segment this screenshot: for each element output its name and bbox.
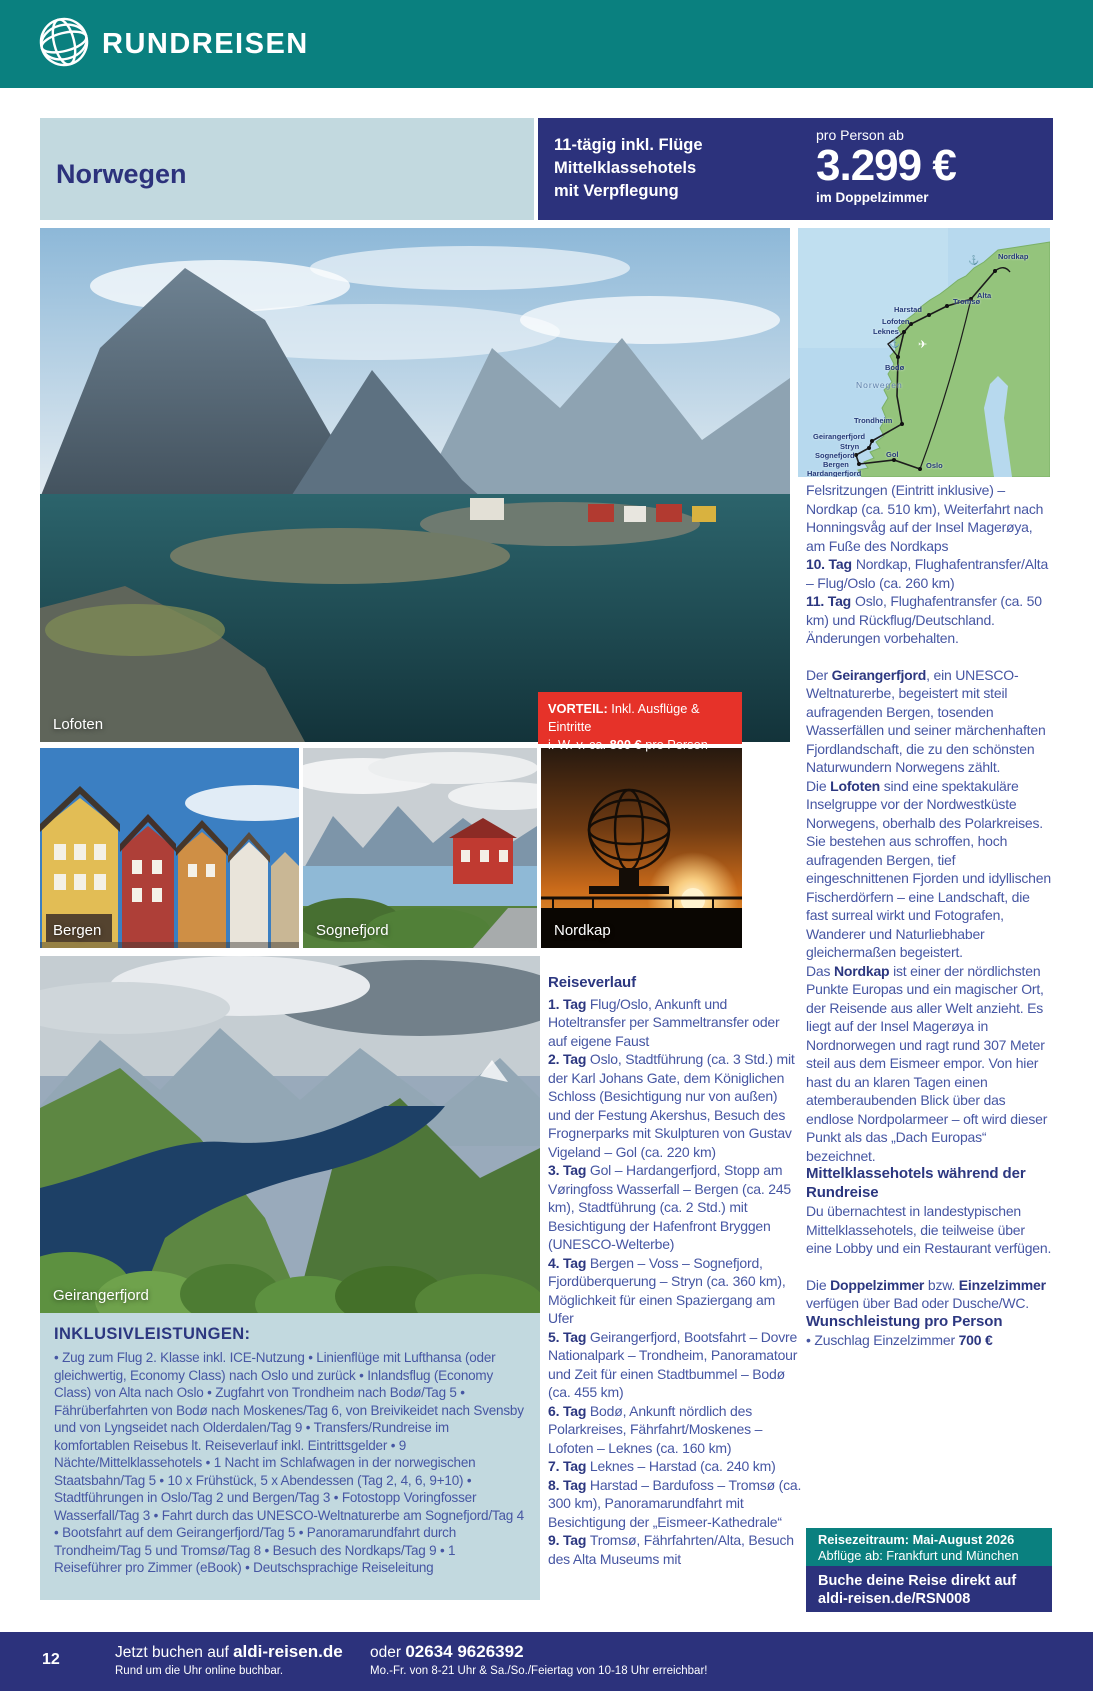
geirangerfjord-art [40, 956, 540, 1313]
brand-bar [0, 0, 1093, 88]
trip-facts [554, 134, 703, 203]
inclusions-box [40, 1313, 540, 1600]
inclusions-heading: INKLUSIVLEISTUNGEN: [54, 1325, 251, 1343]
footer-phone-line: oder 02634 9626392 [370, 1642, 524, 1661]
map-place-label: Bodø [885, 363, 905, 372]
footer-phone [370, 1642, 707, 1677]
page-footer [0, 1632, 1093, 1691]
map-place-label: Hardangerfjord [807, 469, 862, 477]
bergen-art [40, 748, 299, 948]
photo-label-sognefjord: Sognefjord [316, 922, 389, 939]
photo-label-bergen: Bergen [53, 922, 102, 939]
itinerary-day: 4. Tag Bergen – Voss – Sognefjord, Fjordüberquerung – Stryn (ca. 360 km), Möglichkeit für einen Spaziergang am Ufer [548, 1254, 786, 1326]
map-route-dot [918, 467, 922, 471]
globe-icon [38, 16, 90, 73]
nordkap-art [541, 748, 742, 948]
itinerary-day: 9. Tag Tromsø, Fährfahrten/Alta, Besuch des Alta Museums mit [548, 1532, 794, 1567]
lofoten-paragraph: Die Lofoten sind eine spektakuläre Inselgruppe vor der Nordwestküste Norwegens, oberhalb des Polarkreises. Sie bestehen aus schroffen, hoch aufragenden Bergen, tief eingeschnittenen Fjorden und idyllischen Fischerdörfern – eine Landschaft, die fast surreal wirkt und Fotografen, Wanderer und Naturliebhaber gleichermaßen begeistert. [806, 777, 1051, 960]
destination-box [40, 118, 534, 220]
itinerary-continuation [806, 481, 1054, 648]
itinerary-days [548, 995, 802, 1569]
itinerary-day: 8. Tag Harstad – Bardufoss – Tromsø (ca. 300 km), Panoramarundfahrt mit Besichtigung der „Eismeer-Kathedrale“ [548, 1476, 802, 1530]
map-place-label: Harstad [894, 305, 922, 314]
map-place-label: Alta [977, 291, 992, 300]
advantage-line2: i. W. v. ca. 800 € pro Person [548, 737, 708, 752]
map-route-dot [902, 330, 906, 334]
photo-nordkap [541, 748, 742, 948]
price-prefix: pro Person ab [816, 127, 904, 143]
photo-bergen [40, 748, 299, 948]
brand-title: RUNDREISEN [102, 27, 309, 60]
itinerary-day: 6. Tag Bodø, Ankunft nördlich des Polarkreises, Fährfahrt/Moskenes – Lofoten – Leknes (ca. 160 km) [548, 1402, 763, 1456]
advantage-banner [538, 692, 742, 752]
wish-item: • Zuschlag Einzelzimmer 700 € [806, 1332, 993, 1348]
hotels-body: Du übernachtest in landestypischen Mittelklassehotels, die teilweise über eine Lobby und ein Restaurant verfügen. [806, 1203, 1052, 1256]
departure-airports: Abflüge ab: Frankfurt und München [818, 1547, 1019, 1563]
map-route-dot [945, 304, 949, 308]
footer-booking-sub: Rund um die Uhr online buchbar. [115, 1665, 284, 1677]
lofoten-art [40, 228, 790, 742]
wish-heading: Wunschleistung pro Person [806, 1312, 1003, 1330]
advantage-line1: VORTEIL: Inkl. Ausflüge & Eintritte [548, 701, 700, 734]
map-place-label: Leknes [873, 327, 899, 336]
itinerary-day: 1. Tag Flug/Oslo, Ankunft und Hoteltransfer per Sammeltransfer oder auf eigene Faust [548, 995, 780, 1049]
sognefjord-art [303, 748, 537, 948]
trip-fact: Mittelklassehotels [554, 159, 697, 177]
photo-label-nordkap: Nordkap [554, 922, 611, 939]
map-place-label: Trondheim [854, 416, 893, 425]
itinerary-day: 10. Tag Nordkap, Flughafentransfer/Alta – Flug/Oslo (ca. 260 km) [806, 556, 1049, 591]
map-place-label: Stryn [840, 442, 860, 451]
trip-fact: 11-tägig inkl. Flüge [554, 136, 703, 154]
itinerary-day: 5. Tag Geirangerfjord, Bootsfahrt – Dovre Nationalpark – Trondheim, Panoramatour und Zeit für einen Stadtbummel – Bodø (ca. 455 km) [548, 1328, 798, 1400]
booking-url[interactable]: aldi-reisen.de/RSN008 [818, 1591, 971, 1607]
photo-lofoten [40, 228, 790, 742]
map-place-label: Tromsø [953, 297, 981, 306]
photo-label-lofoten: Lofoten [53, 716, 104, 733]
booking-cta-box[interactable] [806, 1566, 1052, 1612]
map-route-dot [896, 355, 900, 359]
changes-note: Änderungen vorbehalten. [806, 630, 959, 646]
footer-booking-line: Jetzt buchen auf aldi-reisen.de [115, 1642, 343, 1661]
ship-icon: ⚓ [968, 255, 980, 265]
map-place-label: Geirangerfjord [813, 432, 866, 441]
travel-period: Reisezeitraum: Mai-August 2026 [818, 1532, 1015, 1547]
photo-geirangerfjord [40, 956, 540, 1313]
inclusions-text: • Zug zum Flug 2. Klasse inkl. ICE-Nutzung • Linienflüge mit Lufthansa (oder gleichwertig, Economy Class) nach Oslo und zurück • Inlandsflug (Economy Class) von Alta nach Oslo • Zugfahrt von Trondheim nach Bodø/Tag 5 • Fährüberfahrten von Bodø nach Moskenes/Tag 6, von Breivikeidet nach Svensby und von Lyngseidet nach Olderdalen/Tag 9 • Transfers/Rundreise im komfortablen Reisebus lt. Reiseverlauf inkl. Eintrittsgelder • 9 Nächte/Mittelklassehotels • 1 Nacht im Schlafwagen in der norwegischen Staatsbahn/Tag 5 • 10 x Frühstück, 5 x Abendessen (Tag 2, 4, 6, 9+10) • Stadtführungen in Oslo/Tag 2 und Bergen/Tag 3 • Fotostopp Voringfosser Wasserfall/Tag 3 • Fahrt durch das UNESCO-Weltnaturerbe am Sognefjord/Tag 4 • Bootsfahrt auf dem Geirangerfjord/Tag 5 • Panoramarundfahrt durch Trondheim/Tag 5 und Tromsø/Tag 8 • Besuch des Nordkaps/Tag 9 • 1 Reiseführer pro Zimmer (eBook) • Deutschsprachige Reiseleitung [54, 1350, 524, 1575]
itinerary-column [548, 974, 802, 1568]
map-place-label: Nordkap [998, 252, 1029, 261]
continuation-text: Felsritzungen (Eintritt inklusive) – Nordkap (ca. 510 km), Weiterfahrt nach Honningsvåg auf der Insel Magerøya, am Fuße des Nordkaps [806, 482, 1044, 554]
map-region-label: Norwegen [856, 380, 903, 390]
map-route-dot [857, 462, 861, 466]
map-route-dot [870, 439, 874, 443]
map-place-label: Bergen [823, 460, 849, 469]
offer-box [538, 118, 1053, 220]
destination-title: Norwegen [56, 158, 187, 189]
price-value: 3.299 € [816, 141, 956, 190]
map-place-label: Oslo [926, 461, 943, 470]
itinerary-heading: Reiseverlauf [548, 974, 637, 991]
map-place-label: Sognefjord [815, 451, 855, 460]
trip-fact: mit Verpflegung [554, 182, 679, 200]
route-map [798, 228, 1050, 477]
footer-phone-sub: Mo.-Fr. von 8-21 Uhr & Sa./So./Feiertag von 10-18 Uhr erreichbar! [370, 1665, 708, 1677]
geirangerfjord-paragraph: Der Geirangerfjord, ein UNESCO-Weltnaturerbe, begeistert mit steil aufragenden Bergen, tosenden Wasserfällen und seiner märchenhaften Fjordlandschaft, die zu den schönsten Naturwundern Norwegens zählt. [806, 666, 1046, 775]
nordkap-paragraph: Das Nordkap ist einer der nördlichsten Punkte Europas und ein magischer Ort, der Reisende aus aller Welt anzieht. Es liegt auf der Insel Magerøya in Nordnorwegen und ragt rund 307 Meter steil aus dem Eismeer empor. Von hier hast du an klaren Tagen einen atemberaubenden Blick über das endlose Nordpolarmeer – oft wird dieser Punkt als das „Dach Europas“ bezeichnet. [806, 962, 1048, 1164]
itinerary-day: 11. Tag Oslo, Flughafentransfer (ca. 50 km) und Rückflug/Deutschland. [806, 593, 1042, 628]
page-number: 12 [42, 1651, 60, 1668]
hotels-block [806, 1165, 1054, 1258]
wish-block [806, 1313, 1054, 1350]
itinerary-day: 3. Tag Gol – Hardangerfjord, Stopp am Vøringfoss Wasserfall – Bergen (ca. 245 km), Stadtführung (ca. 2 Std.) mit Besichtigung der Hafenfront Bryggen (UNESCO-Welterbe) [548, 1162, 792, 1252]
map-route-dot [993, 269, 997, 273]
price-block [816, 127, 956, 205]
phone-number-link[interactable]: 02634 9626392 [405, 1642, 524, 1661]
footer-domain-link[interactable]: aldi-reisen.de [233, 1642, 343, 1661]
map-route-dot [867, 446, 871, 450]
description-column [806, 481, 1054, 1368]
map-route-dot [900, 422, 904, 426]
ship-icon: ⚓ [889, 338, 901, 348]
rooms-paragraph: Die Doppelzimmer bzw. Einzelzimmer verfügen über Bad oder Dusche/WC. [806, 1276, 1046, 1311]
travel-period-box [806, 1528, 1052, 1566]
photo-sognefjord [303, 748, 537, 948]
map-place-label: Lofoten [882, 317, 910, 326]
hotels-heading: Mittelklassehotels während der Rundreise [806, 1165, 1026, 1201]
map-route-dot [927, 313, 931, 317]
itinerary-day: 2. Tag Oslo, Stadtführung (ca. 3 Std.) mit der Karl Johans Gate, dem Königlichen Schloss (Besichtigung nur von außen) und der Festung Akershus, Besuch des Frognerparks mit Skulpturen von Gustav Vigeland – Gol (ca. 220 km) [548, 1051, 795, 1160]
price-suffix: im Doppelzimmer [816, 190, 929, 205]
map-place-label: Gol [886, 450, 899, 459]
footer-booking [115, 1642, 343, 1677]
photo-label-geirangerfjord: Geirangerfjord [53, 1287, 149, 1304]
itinerary-day: 7. Tag Leknes – Harstad (ca. 240 km) [548, 1458, 776, 1474]
cta-line: Buche deine Reise direkt auf [818, 1573, 1017, 1589]
plane-icon: ✈ [918, 339, 928, 351]
